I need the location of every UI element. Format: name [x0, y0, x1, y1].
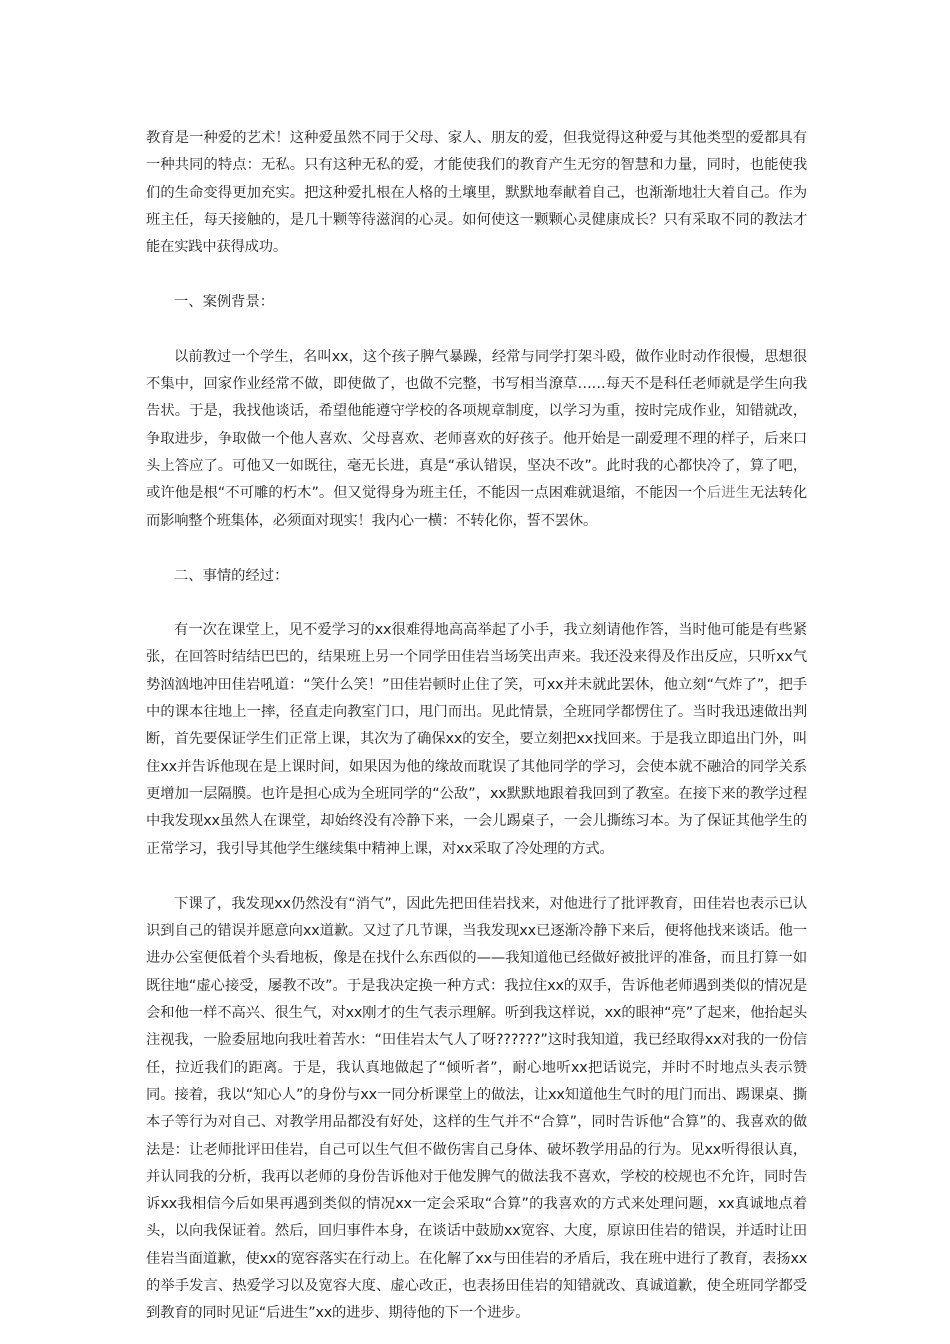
spacer [146, 590, 807, 617]
document-page [146, 125, 807, 1328]
spacer [146, 863, 807, 891]
section-2-paragraph-1: 有一次在课堂上，见不爱学习的xx很难得地高高举起了小手，我立刻请他作答，当时他可能是有些紧张，在回答时结结巴巴的，结果班上另一个同学田佳岩当场笑出声来。我还没来得及作出反应，只听xx气势汹汹地冲田佳岩吼道：“笑什么笑！”田佳岩顿时止住了笑，可xx并未就此罢休，他立刻“气炸了”，把手中的课本往地上一摔，径直走向教室门口，甩门而出。见此情景，全班同学都愣住了。当时我迅速做出判断，首先要保证学生们正常上课，其次为了确保xx的安全，要立刻把xx找回来。于是我立即追出门外，叫住xx并告诉他现在是上课时间，如果因为他的缘故而耽误了其他同学的学习，会使本就不融洽的同学关系更增加一层隔膜。也许是担心成为全班同学的“公敌”，xx默默地跟着我回到了教室。在接下来的教学过程中我发现xx虽然人在课堂，却始终没有冷静下来，一会儿踢桌子，一会儿撕练习本。为了保证其他学生的正常学习，我引导其他学生继续集中精神上课，对xx采取了冷处理的方式。 [146, 622, 807, 857]
section-1-text-part2: 无法转化而影响整个班集体，必须面对现实！我内心一横：不转化你，誓不罢休。 [146, 485, 807, 529]
spacer [146, 317, 807, 344]
section-2-heading: 二、事情的经过： [174, 567, 289, 584]
section-1-text-part1: 以前教过一个学生，名叫xx，这个孩子脾气暴躁，经常与同学打架斗殴，做作业时动作很慢，思想很不集中，回家作业经常不做，即使做了，也做不完整，书写相当潦草……每天不是科任老师就是学生向我告状。于是，我找他谈话，希望他能遵守学校的各项规章制度，以学习为重，按时完成作业，知错就改，争取进步，争取做一个他人喜欢、父母喜欢、老师喜欢的好孩子。他开始是一副爱理不理的样子，后来口头上答应了。可他又一如既往，毫无长进，真是“承认错误，坚决不改”。此时我的心都快冷了，算了吧，或许他是根“不可雕的朽木”。但又觉得身为班主任，不能因一点困难就退缩，不能因一个 [146, 348, 807, 502]
spacer [146, 535, 807, 563]
section-2-paragraph-2: 下课了，我发现xx仍然没有“消气”，因此先把田佳岩找来，对他进行了批评教育，田佳岩也表示已认识到自己的错误并愿意向xx道歉。又过了几节课，当我发现xx已逐渐冷静下来后，便将他找来谈话。他一进办公室便低着个头看地板，像是在找什么东西似的——我知道他已经做好被批评的准备，而且打算一如既往地“虚心接受，屡教不改”。于是我决定换一种方式：我拉住xx的双手，告诉他老师遇到类似的情况是会和他一样不高兴、很生气，对xx刚才的生气表示理解。听到我这样说，xx的眼神“亮”了起来，他抬起头注视我，一脸委屈地向我吐着苦水：“田佳岩太气人了呀??????”这时我知道，我已经取得xx对我的一份信任，拉近我们的距离。于是，我认真地做起了“倾听者”，耐心地听xx把话说完，并时不时地点头表示赞同。接着，我以“知心人”的身份与xx一同分析课堂上的做法，让xx知道他生气时的甩门而出、踢课桌、撕本子等行为对自己、对教学用品都没有好处，这样的生气并不“合算”，同时告诉他“合算”的、我喜欢的做法是：让老师批评田佳岩，自己可以生气但不做伤害自己身体、破坏教学用品的行为。见xx听得很认真，并认同我的分析，我再以老师的身份告诉他对于他发脾气的做法我不喜欢，学校的校规也不允许，同时告诉xx我相信今后如果再遇到类似的情况xx一定会采取“合算”的我喜欢的方式来处理问题，xx真诚地点着头，以向我保证着。然后，回归事件本身，在谈话中鼓励xx宽容、大度，原谅田佳岩的错误，并适时让田佳岩当面道歉，使xx的宽容落实在行动上。在化解了xx与田佳岩的矛盾后，我在班中进行了教育，表扬xx的举手发言、热爱学习以及宽容大度、虚心改正，也表扬田佳岩的知错就改、真诚道歉，使全班同学都受到教育的同时见证“后进生”xx的进步、期待他的下一个进步。 [146, 895, 807, 1322]
highlighted-term: 后进生 [706, 485, 750, 502]
intro-paragraph: 教育是一种爱的艺术！这种爱虽然不同于父母、家人、朋友的爱，但我觉得这种爱与其他类型的爱都具有一种共同的特点：无私。只有这种无私的爱，才能使我们的教育产生无穷的智慧和力量，同时，也能使我们的生命变得更加充实。把这种爱扎根在人格的土壤里，默默地奉献着自己，也渐渐地壮大着自己。作为班主任，每天接触的，是几十颗等待滋润的心灵。如何使这一颗颗心灵健康成长？只有采取不同的教法才能在实践中获得成功。 [146, 130, 807, 256]
spacer [146, 261, 807, 289]
section-1-heading: 一、案例背景： [174, 294, 275, 311]
section-1-paragraph [146, 344, 807, 535]
